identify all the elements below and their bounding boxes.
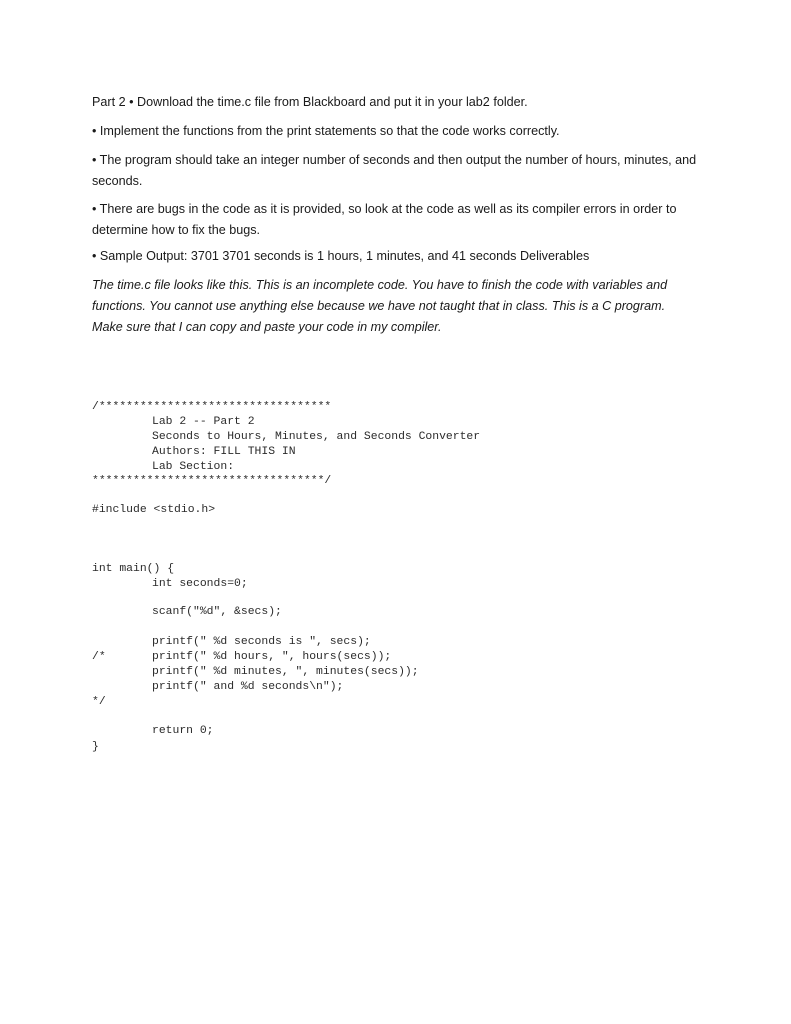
note-line: functions. You cannot use anything else because we have not taught that in class. This is a C program. [92, 299, 666, 313]
code-comment-close: **********************************/ [92, 475, 332, 487]
code-printf-remaining-seconds: printf(" and %d seconds\n"); [152, 681, 344, 693]
code-block-comment-close: */ [92, 696, 106, 708]
code-header-lab: Lab 2 -- Part 2 [152, 416, 255, 428]
code-closing-brace: } [92, 741, 99, 753]
note-line: Make sure that I can copy and paste your code in my compiler. [92, 320, 442, 334]
note-line: The time.c file looks like this. This is an incomplete code. You have to finish the code with variables and [92, 278, 668, 292]
code-declaration: int seconds=0; [152, 578, 248, 590]
code-printf-seconds: printf(" %d seconds is ", secs); [152, 636, 371, 648]
instruction-program-behavior: • The program should take an integer number of seconds and then output the number of hours, minutes, and seconds. [92, 153, 697, 188]
code-printf-minutes: printf(" %d minutes, ", minutes(secs)); [152, 666, 419, 678]
assignment-note [92, 275, 707, 338]
code-return: return 0; [152, 725, 214, 737]
code-header-section: Lab Section: [152, 461, 235, 473]
code-header-authors: Authors: FILL THIS IN [152, 446, 296, 458]
instruction-sample-output: • Sample Output: 3701 3701 seconds is 1 hours, 1 minutes, and 41 seconds Deliverables [92, 249, 590, 263]
code-comment-open: /********************************** [92, 401, 332, 413]
code-main-signature: int main() { [92, 563, 175, 575]
code-block-comment-open: /* [92, 651, 106, 663]
code-printf-hours: printf(" %d hours, ", hours(secs)); [152, 651, 392, 663]
code-scanf: scanf("%d", &secs); [152, 606, 282, 618]
instruction-part2-download: Part 2 • Download the time.c file from Blackboard and put it in your lab2 folder. [92, 95, 528, 109]
instruction-implement-functions: • Implement the functions from the print statements so that the code works correctly. [92, 124, 560, 138]
code-header-title: Seconds to Hours, Minutes, and Seconds Converter [152, 431, 481, 443]
code-include: #include <stdio.h> [92, 504, 216, 516]
instruction-fix-bugs: • There are bugs in the code as it is provided, so look at the code as well as its compiler errors in order to determine how to fix the bugs. [92, 202, 677, 237]
